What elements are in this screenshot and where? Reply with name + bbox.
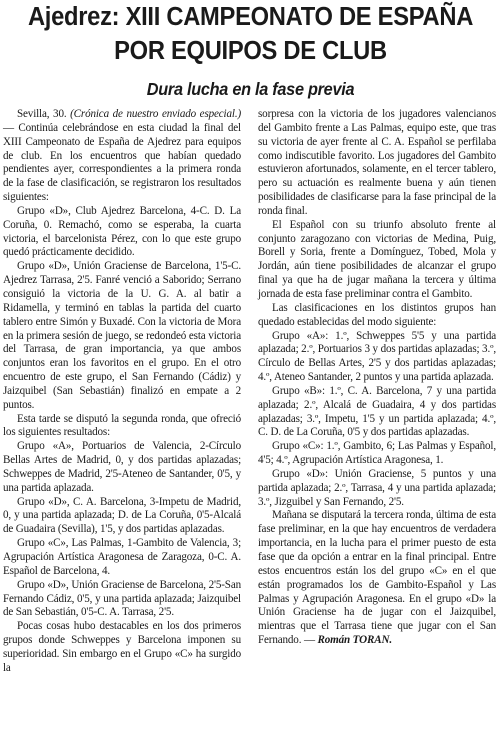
headline-line-2: POR EQUIPOS DE CLUB	[114, 37, 387, 65]
paragraph: Grupo «D», Unión Graciense de Barcelona, 1'5-C. Ajedrez Tarrasa, 2'5. Fanré venció a Saborido; Serrano consiguió la victoria de la U. G. A. al batir a Ridamella, y terminó en tablas la partida del cuarto tablero entre Simón y Buxadé. Con la victoria de Mora en la primera sesión de juego, se redondeó esta victoria del Tarrasa, de gran importancia, ya que ambos conjuntos eran los favoritos en el grupo. En el otro encuentro de este grupo, el San Fernando (Cádiz) y Jaizquibel (San Sebastián) finalizó en empate a 2 puntos.	[3, 260, 241, 411]
paragraph: Grupo «A», Portuarios de Valencia, 2-Círculo Bellas Artes de Madrid, 0, y dos partidas aplazadas; Schweppes de Madrid, 2'5-Ateneo de Santander, 0'5, y una partida aplazada.	[3, 440, 241, 494]
dateline: Sevilla, 30.	[17, 108, 71, 120]
subheadline: Dura lucha en la fase previa	[146, 79, 355, 99]
paragraph: El Español con su triunfo absoluto frente al conjunto zaragozano con victorias de Medina, Puig, Borell y Soria, frente a Domínguez, Tobed, Mola y Jordán, aún tiene posibilidades de alcanzar el grupo final ya que ha de jugar mañana la tercera y última jornada de esta fase preliminar contra el Gambito.	[258, 218, 496, 300]
paragraph: Grupo «D», Unión Graciense de Barcelona, 2'5-San Fernando Cádiz, 0'5, y una partida aplazada; Jaizquibel de San Sebastián, 0'5-C. A. Tarrasa, 2'5.	[3, 578, 241, 619]
paragraph: Grupo «D»: Unión Graciense, 5 puntos y una partida aplazada; 2.º, Tarrasa, 4 y una partida aplazada; 3.º, Jizguibel y San Fernando, 2'5.	[258, 467, 496, 508]
correspondent-note: (Crónica de nuestro enviado especial.)	[70, 108, 241, 120]
paragraph: Grupo «D», Club Ajedrez Barcelona, 4-C. D. La Coruña, 0. Remachó, como se esperaba, la cuarta victoria, el barcelonista Pérez, con lo que este grupo quedó prácticamente decidido.	[3, 204, 241, 259]
paragraph-text: Mañana se disputará la tercera ronda, última de esta fase preliminar, en la que hay encuentros de verdadera importancia, en la lucha para el primer puesto de esta fase que da opción a entrar en la final principal. Entre estos encuentros están los del grupo «C» en el que están programados los de Gambito-Español y Las Palmas y Agrupación Aragonesa. En el grupo «D» la Unión Graciense ha de jugar con el Jaizquibel, mientras que el Tarrasa tiene que jugar con el San Fernando. —	[258, 509, 496, 647]
headline-line-1: Ajedrez: XIII CAMPEONATO DE ESPAÑA	[27, 3, 474, 31]
paragraph: Esta tarde se disputó la segunda ronda, que ofreció los siguientes resultados:	[3, 412, 241, 439]
paragraph: Pocas cosas hubo destacables en los dos primeros grupos donde Schweppes y Barcelona imponen su superioridad. Sin embargo en el Grupo «C» ha surgido la	[3, 620, 241, 674]
paragraph	[3, 108, 241, 205]
article-column-left	[3, 108, 241, 676]
paragraph: sorpresa con la victoria de los jugadores valencianos del Gambito frente a Las Palmas, equipo este, que tras su victoria de ayer frente al C. A. Español se perfilaba como indiscutible favorito. Los jugadores del Gambito estuvieron afortunados, solamente, en el tercer tablero, pero su actuación es realmente buena y aún tienen posibilidades de clasificarse para la fase principal de la ronda final.	[258, 108, 496, 217]
paragraph: Grupo «A»: 1.º, Schweppes 5'5 y una partida aplazada; 2.º, Portuarios 3 y dos partidas aplazadas; 3.º, Círculo de Bellas Artes, 2'5 y dos partidas aplazadas; 4.º, Ateneo Santander, 2 puntos y una partida aplazada.	[258, 329, 496, 384]
paragraph	[258, 509, 496, 647]
paragraph-text: — Continúa celebrándose en esta ciudad la final del XIII Campeonato de España de Ajedrez para equipos de club. En los encuentros que habían quedado pendientes ayer, correspondientes a la primera ronda de la fase de clasificación, se registraron los resultados siguientes:	[3, 121, 241, 204]
paragraph: Grupo «B»: 1.º, C. A. Barcelona, 7 y una partida aplazada; 2.º, Alcalá de Guadaira, 4 y dos partidas aplazadas; 3.º, Impetu, 1'5 y un partida aplazada; 4.º, C. D. de La Coruña, 0'5 y dos partidas aplazadas.	[258, 384, 496, 439]
paragraph: Grupo «D», C. A. Barcelona, 3-Impetu de Madrid, 0, y una partida aplazada; D. de La Coruña, 0'5-Alcalá de Guadaira (Sevilla), 1'5, y dos partidas aplazadas.	[3, 495, 241, 536]
paragraph: Grupo «C», Las Palmas, 1-Gambito de Valencia, 3; Agrupación Artística Aragonesa de Zaragoza, 0-C. A. Español de Barcelona, 4.	[3, 537, 241, 577]
paragraph: Las clasificaciones en los distintos grupos han quedado establecidas del modo siguiente:	[258, 301, 496, 328]
paragraph: Grupo «C»: 1.º, Gambito, 6; Las Palmas y Español, 4'5; 4.º, Agrupación Artística Aragonesa, 1.	[258, 440, 496, 467]
article-column-right	[258, 108, 496, 648]
author-signature: Román TORAN.	[317, 634, 392, 647]
